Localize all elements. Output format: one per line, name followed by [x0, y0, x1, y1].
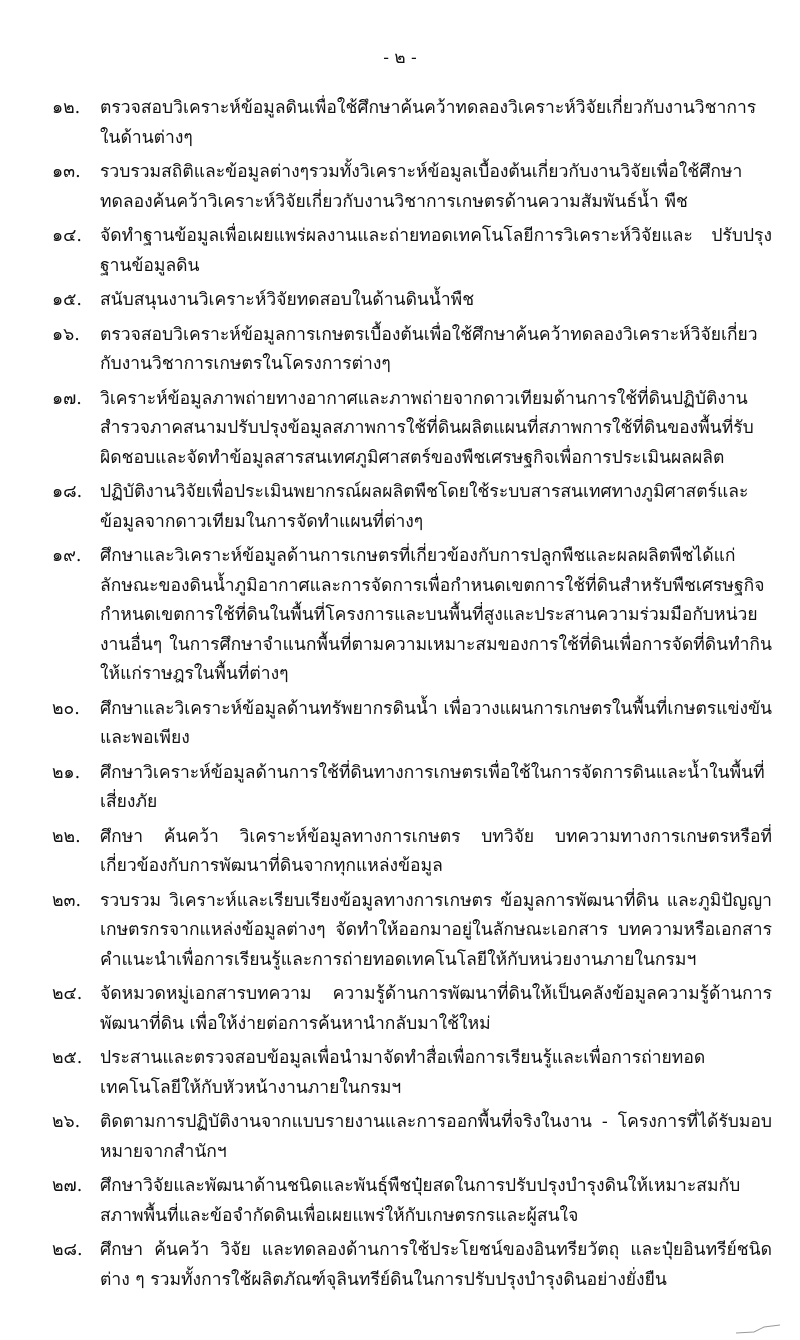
list-item	[52, 887, 772, 976]
list-item	[52, 542, 772, 690]
list-item	[52, 321, 772, 380]
item-number: ๒๖.	[52, 1112, 81, 1132]
item-number: ๒๗.	[52, 1176, 83, 1196]
item-number: ๒๔.	[52, 984, 83, 1004]
item-number: ๑๗.	[52, 388, 82, 409]
list-item	[52, 385, 772, 474]
item-text: ติดตามการปฏิบัติงานจากแบบรายงานและการออกพื้นที่จริงในงาน - โครงการที่ได้รับมอบหมายจากสำนักฯ	[100, 1112, 772, 1162]
list-item	[52, 1108, 772, 1167]
item-text: ประสานและตรวจสอบข้อมูลเพื่อนำมาจัดทำสื่อเพื่อการเรียนรู้และเพื่อการถ่ายทอดเทคโนโลยีให้กับหัวหน้างานภายในกรมฯ	[100, 1048, 706, 1098]
item-text: วิเคราะห์ข้อมูลภาพถ่ายทางอากาศและภาพถ่ายจากดาวเทียมด้านการใช้ที่ดินปฏิบัติงานสำรวจภาคสนามปรับปรุงข้อมูลสภาพการใช้ที่ดินผลิตแผนที่สภาพการใช้ที่ดินของพื้นที่รับผิดชอบและจัดทำข้อมูลสารสนเทศภูมิศาสตร์ของพืชเศรษฐกิจเพื่อการประเมินผลผลิต	[100, 388, 754, 468]
item-text: จัดทำฐานข้อมูลเพื่อเผยแพร่ผลงานและถ่ายทอดเทคโนโลยีการวิเคราะห์วิจัยและ ปรับปรุงฐานข้อมูลดิน	[100, 226, 772, 276]
page-number: - ๒ -	[383, 48, 417, 68]
duty-list	[52, 94, 772, 1300]
item-text: สนับสนุนงานวิเคราะห์วิจัยทดสอบในด้านดินน้ำพืช	[100, 290, 475, 310]
item-number: ๑๘.	[52, 482, 83, 502]
item-text: ศึกษา ค้นคว้า วิเคราะห์ข้อมูลทางการเกษตร บทวิจัย บทความทางการเกษตรหรือที่เกี่ยวข้องกับการพัฒนาที่ดินจากทุกแหล่งข้อมูล	[100, 826, 772, 876]
item-number: ๑๔.	[52, 226, 82, 246]
item-text: ศึกษาและวิเคราะห์ข้อมูลด้านการเกษตรที่เกี่ยวข้องกับการปลูกพืชและผลผลิตพืชได้แก่ลักษณะของดินน้ำภูมิอากาศและการจัดการเพื่อกำหนดเขตการใช้ที่ดินสำหรับพืชเศรษฐกิจกำหนดเขตการใช้ที่ดินในพื้นที่โครงการและบนพื้นที่สูงและประสานความร่วมมือกับหน่วยงานอื่นๆ ในการศึกษาจำแนกพื้นที่ตามความเหมาะสมของการใช้ที่ดินเพื่อการจัดที่ดินทำกินให้แก่ราษฎรในพื้นที่ต่างๆ	[100, 546, 772, 684]
item-number: ๑๙.	[52, 546, 82, 566]
list-item	[52, 1236, 772, 1295]
item-number: ๒๓.	[52, 890, 82, 911]
list-item	[52, 823, 772, 882]
list-item	[52, 158, 772, 217]
item-number: ๑๓.	[52, 162, 81, 182]
list-item	[52, 980, 772, 1039]
item-number: ๒๘.	[52, 1240, 83, 1260]
item-text: ศึกษา ค้นคว้า วิจัย และทดลองด้านการใช้ประโยชน์ของอินทรียวัตถุ และปุ๋ยอินทรีย์ชนิดต่าง ๆ รวมทั้งการใช้ผลิตภัณฑ์จุลินทรีย์ดินในการปรับปรุงบำรุงดินอย่างยั่งยืน	[100, 1240, 772, 1290]
item-number: ๑๒.	[52, 98, 81, 118]
item-number: ๒๕.	[52, 1048, 83, 1068]
item-text: ศึกษาวิจัยและพัฒนาด้านชนิดและพันธุ์พืชปุ๋ยสดในการปรับปรุงบำรุงดินให้เหมาะสมกับสภาพพื้นที่และข้อจำกัดดินเพื่อเผยแพร่ให้กับเกษตรกรและผู้สนใจ	[100, 1176, 741, 1226]
list-item	[52, 222, 772, 281]
item-text: ปฏิบัติงานวิจัยเพื่อประเมินพยากรณ์ผลผลิตพืชโดยใช้ระบบสารสนเทศทางภูมิศาสตร์และข้อมูลจากดาวเทียมในการจัดทำแผนที่ต่างๆ	[100, 482, 749, 532]
list-item	[52, 94, 772, 153]
item-text: ตรวจสอบวิเคราะห์ข้อมูลการเกษตรเบื้องต้นเพื่อใช้ศึกษาค้นคว้าทดลองวิเคราะห์วิจัยเกี่ยวกับงานวิชาการเกษตรในโครงการต่างๆ	[100, 324, 758, 374]
scan-corner-mark	[734, 1324, 782, 1334]
item-number: ๒๐.	[52, 698, 80, 719]
list-item	[52, 478, 772, 537]
item-text: รวบรวมสถิติและข้อมูลต่างๆรวมทั้งวิเคราะห์ข้อมูลเบื้องต้นเกี่ยวกับงานวิจัยเพื่อใช้ศึกษาทดลองค้นคว้าวิเคราะห์วิจัยเกี่ยวกับงานวิชาการเกษตรด้านความสัมพันธ์น้ำ พืช	[100, 162, 743, 212]
item-number: ๑๕.	[52, 290, 82, 310]
list-item	[52, 759, 772, 818]
list-item	[52, 286, 772, 316]
item-text: ศึกษาวิเคราะห์ข้อมูลด้านการใช้ที่ดินทางการเกษตรเพื่อใช้ในการจัดการดินและน้ำในพื้นที่เสี่ยงภัย	[100, 762, 765, 812]
item-text: ศึกษาและวิเคราะห์ข้อมูลด้านทรัพยากรดินน้ำ เพื่อวางแผนการเกษตรในพื้นที่เกษตรแข่งขันและพอเพียง	[100, 698, 772, 748]
item-number: ๒๒.	[52, 826, 81, 847]
item-text: รวบรวม วิเคราะห์และเรียบเรียงข้อมูลทางการเกษตร ข้อมูลการพัฒนาที่ดิน และภูมิปัญญาเกษตรกรจากแหล่งข้อมูลต่างๆ จัดทำให้ออกมาอยู่ในลักษณะเอกสาร บทความหรือเอกสารคำแนะนำเพื่อการเรียนรู้และการถ่ายทอดเทคโนโลยีให้กับหน่วยงานภายในกรมฯ	[100, 890, 772, 970]
item-number: ๑๖.	[52, 324, 80, 345]
list-item	[52, 695, 772, 754]
list-item	[52, 1044, 772, 1103]
list-item	[52, 1172, 772, 1231]
item-number: ๒๑.	[52, 762, 81, 783]
item-text: ตรวจสอบวิเคราะห์ข้อมูลดินเพื่อใช้ศึกษาค้นคว้าทดลองวิเคราะห์วิจัยเกี่ยวกับงานวิชาการในด้านต่างๆ	[100, 98, 757, 148]
item-text: จัดหมวดหมู่เอกสารบทความ ความรู้ด้านการพัฒนาที่ดินให้เป็นคลังข้อมูลความรู้ด้านการพัฒนาที่ดิน เพื่อให้ง่ายต่อการค้นหานำกลับมาใช้ใหม่	[100, 984, 772, 1034]
